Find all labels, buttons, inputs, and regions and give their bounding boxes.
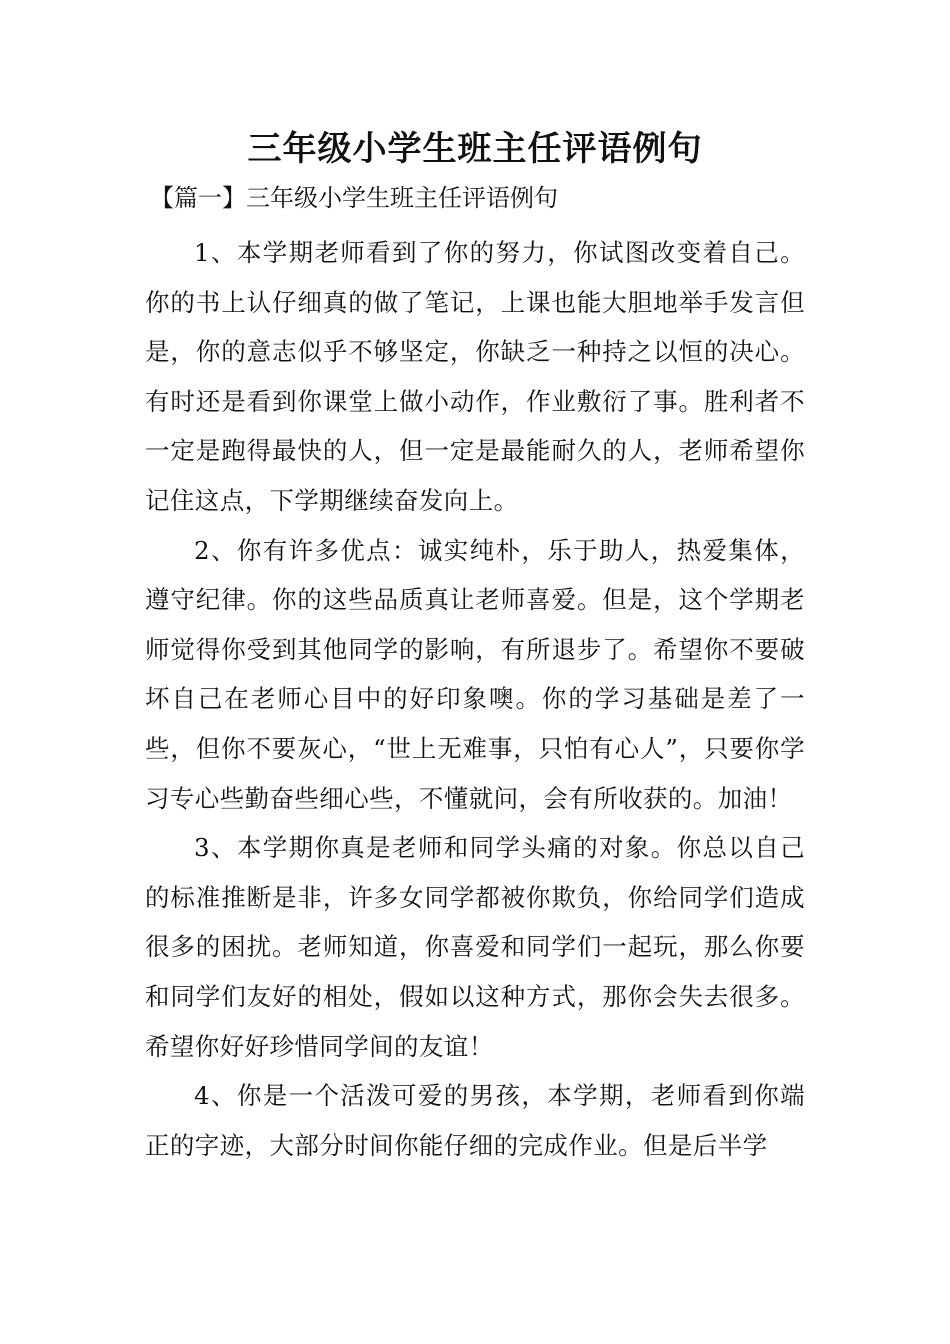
document-body bbox=[145, 228, 805, 1170]
comment-paragraph-4: 4、你是一个活泼可爱的男孩，本学期，老师看到你端正的字迹，大部分时间你能仔细的完成作业。但是后半学 bbox=[145, 1081, 805, 1160]
comment-paragraph-2: 2、你有许多优点：诚实纯朴，乐于助人，热爱集体，遵守纪律。你的这些品质真让老师喜爱。但是，这个学期老师觉得你受到其他同学的影响，有所退步了。希望你不要破坏自己在老师心目中的好印象噢。你的学习基础是差了一些，但你不要灰心，“世上无难事，只怕有心人”，只要你学习专心些勤奋些细心些，不懂就问，会有所收获的。加油！ bbox=[145, 535, 805, 813]
document-title: 三年级小学生班主任评语例句 bbox=[247, 129, 703, 169]
comment-paragraph-1: 1、本学期老师看到了你的努力，你试图改变着自己。你的书上认仔细真的做了笔记，上课也能大胆地举手发言但是，你的意志似乎不够坚定，你缺乏一种持之以恒的决心。有时还是看到你课堂上做小动作，作业敷衍了事。胜利者不一定是跑得最快的人，但一定是最能耐久的人，老师希望你记住这点，下学期继续奋发向上。 bbox=[145, 238, 805, 515]
section-heading: 【篇一】三年级小学生班主任评语例句 bbox=[150, 184, 558, 212]
comment-paragraph-3: 3、本学期你真是老师和同学头痛的对象。你总以自己的标准推断是非，许多女同学都被你欺负，你给同学们造成很多的困扰。老师知道，你喜爱和同学们一起玩，那么你要和同学们友好的相处，假如以这种方式，那你会失去很多。希望你好好珍惜同学间的友谊！ bbox=[145, 833, 805, 1061]
